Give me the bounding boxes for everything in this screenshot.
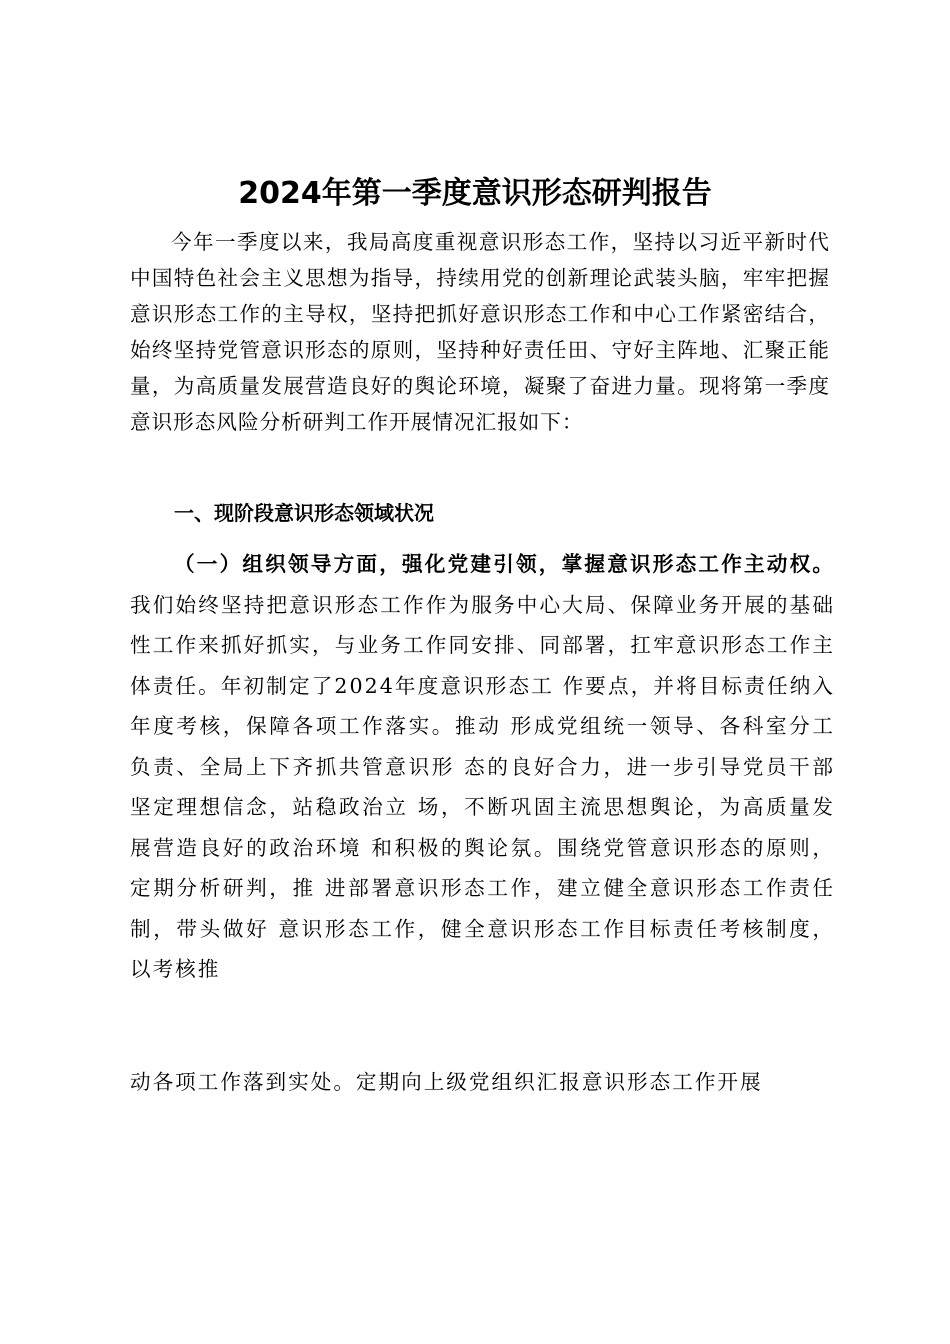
continuation-line: 动各项工作落到实处。定期向上级党组织汇报意识形态工作开展 <box>130 1070 763 1094</box>
section-heading-1: 一、现阶段意识形态领域状况 <box>174 501 434 525</box>
document-title: 2024年第一季度意识形态研判报告 <box>238 176 712 211</box>
section-1-lead: （一）组织领导方面，强化党建引领，掌握意识形态工作主动权。 <box>174 552 835 576</box>
section-1-paragraph <box>130 544 835 990</box>
section-1-body: 我们始终坚持把意识形态工作作为服务中心大局、保障业务开展的基础性工作来抓好抓实，与业务工作同安排、同部署，扛牢意识形态工作主体责任。年初制定了2024年度意识形态工 作要点，并将目标责任纳入年度考核，保障各项工作落实。推动 形成党组统一领导、各科室分工负责、全局上下齐抓共管意识形 态的良好合力，进一步引导党员干部坚定理想信念，站稳政治立 场，不断巩固主流思想舆论，为高质量发展营造良好的政治环境 和积极的舆论氛。围绕党管意识形态的原则，定期分析研判，推 进部署意识形态工作，建立健全意识形态工作责任制，带头做好 意识形态工作，健全意识形态工作目标责任考核制度，以考核推 <box>130 592 835 981</box>
intro-paragraph: 今年一季度以来，我局高度重视意识形态工作，坚持以习近平新时代中国特色社会主义思想为指导，持续用党的创新理论武装头脑，牢牢把握意识形态工作的主导权，坚持把抓好意识形态工作和中心工作紧密结合，始终坚持党管意识形态的原则，坚持种好责任田、守好主阵地、汇聚正能量，为高质量发展营造良好的舆论环境，凝聚了奋进力量。现将第一季度意识形态风险分析研判工作开展情况汇报如下： <box>130 230 830 434</box>
